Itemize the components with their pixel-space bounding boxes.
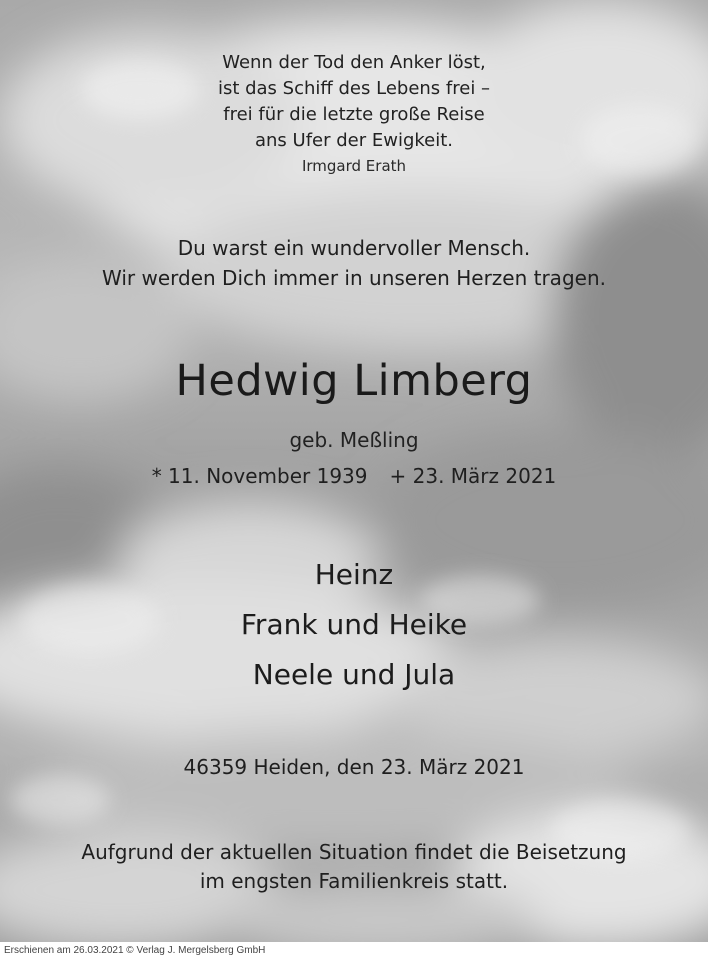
maiden-name: geb. Meßling: [289, 428, 419, 452]
poem-line: Wenn der Tod den Anker löst,: [222, 52, 486, 73]
tribute-line: Wir werden Dich immer in unseren Herzen tragen.: [102, 266, 606, 290]
death-date: + 23. März 2021: [389, 464, 557, 488]
poem-line: ans Ufer der Ewigkeit.: [254, 130, 454, 151]
birth-date: * 11. November 1939: [151, 464, 368, 488]
deceased-name: Hedwig Limberg: [175, 356, 533, 406]
burial-notice-line: im engsten Familienkreis statt.: [199, 869, 509, 893]
tribute-line: Du warst ein wundervoller Mensch.: [177, 236, 531, 260]
mourner-name: Neele und Jula: [252, 658, 456, 691]
place-and-date: 46359 Heiden, den 23. März 2021: [183, 755, 525, 779]
poem-line: frei für die letzte große Reise: [223, 104, 485, 125]
mourner-name: Heinz: [314, 558, 394, 591]
poem-author: Irmgard Erath: [301, 157, 407, 175]
life-dates: [0, 464, 708, 488]
burial-notice-line: Aufgrund der aktuellen Situation findet die Beisetzung: [81, 840, 627, 864]
mourner-name: Frank und Heike: [240, 608, 468, 641]
publication-footer: Erschienen am 26.03.2021 © Verlag J. Mergelsberg GmbH: [0, 942, 708, 960]
poem-line: ist das Schiff des Lebens frei –: [217, 78, 491, 99]
